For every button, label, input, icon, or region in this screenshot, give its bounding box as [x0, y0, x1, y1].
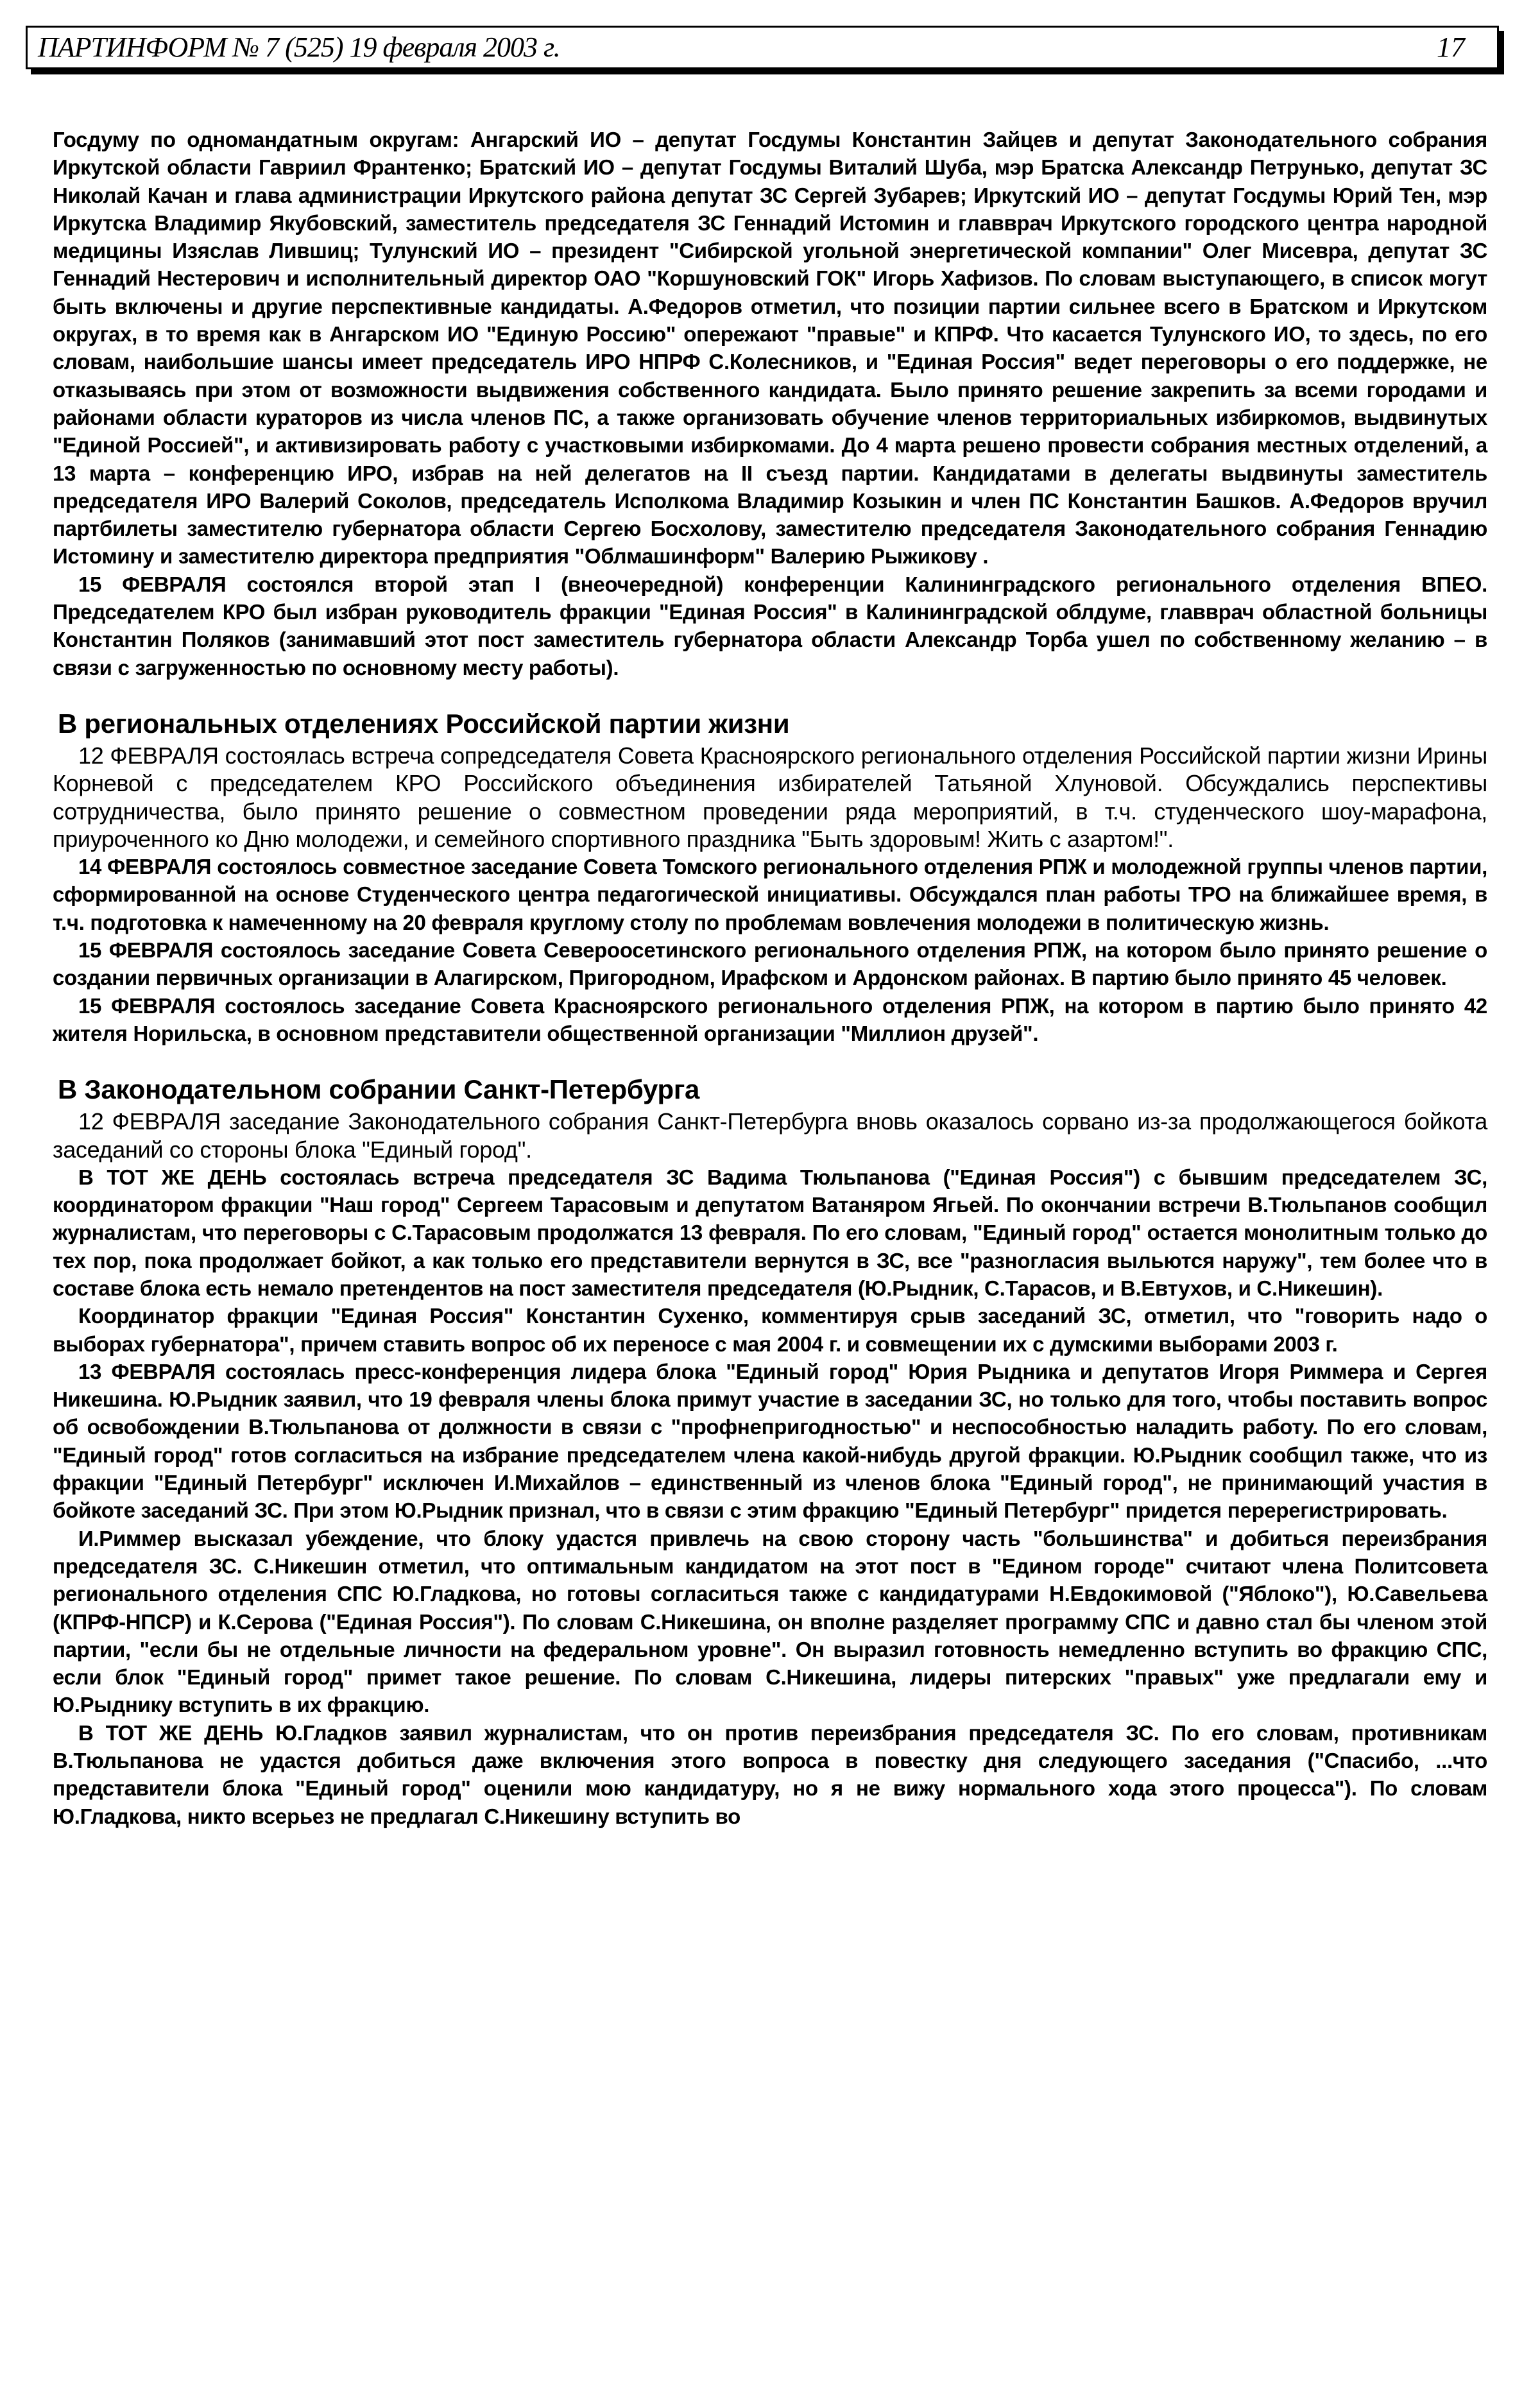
paragraph-text: состоялось заседание Совета Красноярского регионального отделения РПЖ, на котором в партию было принято 42 жителя Норильска, в основном представители общественной организации "Миллион друзей".	[53, 993, 1487, 1045]
section2-paragraph	[53, 1108, 1487, 1163]
date-label: В ТОТ ЖЕ ДЕНЬ	[78, 1165, 267, 1189]
section-heading-spb: В Законодательном собрании Санкт-Петербурга	[58, 1074, 700, 1105]
section-heading-rpzh: В региональных отделениях Российской партии жизни	[58, 708, 790, 739]
date-label: 13 ФЕВРАЛЯ	[78, 1359, 216, 1384]
date-label: 12 ФЕВРАЛЯ	[78, 742, 219, 769]
paragraph-text: И.Риммер высказал убеждение, что блоку удастся привлечь на свою сторону часть "большинства" и добиться переизбрания председателя ЗС. С.Никешин отметил, что оптимальным кандидатом на этот пост в "Едином городе" считают члена Политсовета регионального отделения СПС Ю.Гладкова, но готовы согласиться также с кандидатурами Н.Евдокимовой ("Яблоко"), Ю.Савельева (КПРФ-НПСР) и К.Серова ("Единая Россия"). По словам С.Никешина, он вполне разделяет программу СПС и давно стал бы членом этой партии, "если бы не отдельные личности на федеральном уровне". Он выразил готовность немедленно вступить во фракцию СПС, если блок "Единый город" примет такое решение. По словам С.Никешина, лидеры питерских "правых" уже предлагали ему и Ю.Рыднику вступить в их фракцию.	[53, 1526, 1487, 1717]
section2-paragraph	[53, 1302, 1487, 1358]
section1-paragraph	[53, 936, 1487, 992]
date-label: В ТОТ ЖЕ ДЕНЬ	[78, 1720, 264, 1745]
paragraph-text: состоялась пресс-конференция лидера блока "Единый город" Юрия Рыдника и депутатов Игоря Риммера и Сергея Никешина. Ю.Рыдник заявил, что 19 февраля члены блока примут участие в заседании ЗС, но только для того, чтобы поставить вопрос об освобождении В.Тюльпанова от должности в связи с "профнепригодностью" и неспособностью наладить работу. По его словам, "Единый город" готов согласиться на избрание председателем члена какой-нибудь другой фракции. Ю.Рыдник сообщил также, что из фракции "Единый Петербург" исключен И.Михайлов – единственный из членов блока "Единый город", не принимающий участия в бойкоте заседаний ЗС. При этом Ю.Рыдник признал, что в связи с этим фракцию "Единый Петербург" придется перерегистрировать.	[53, 1359, 1487, 1523]
date-label: 15 ФЕВРАЛЯ	[78, 572, 227, 596]
section2-paragraph	[53, 1358, 1487, 1525]
intro-paragraph-2	[53, 570, 1487, 681]
date-label: 15 ФЕВРАЛЯ	[78, 993, 216, 1018]
publication-title: ПАРТИНФОРМ № 7 (525) 19 февраля 2003 г.	[38, 31, 560, 63]
section1-paragraph	[53, 853, 1487, 936]
paragraph-text: состоялась встреча сопредседателя Совета Красноярского регионального отделения Российской партии жизни Ирины Корневой с председателем КРО Российского объединения избирателей Татьяной Хлуновой. Обсуждались перспективы сотрудничества, было принято решение о совместном проведении ряда мероприятий, в т.ч. студенческого шоу-марафона, приуроченного ко Дню молодежи, и семейного спортивного праздника "Быть здоровым! Жить с азартом!".	[53, 742, 1488, 852]
paragraph-text: состоялось совместное заседание Совета Томского регионального отделения РПЖ и молодежной группы членов партии, сформированной на основе Студенческого центра педагогической инициативы. Обсуждался план работы ТРО на ближайшее время, в т.ч. подготовка к намеченному на 20 февраля круглому столу по проблемам вовлечения молодежи в политическую жизнь.	[53, 855, 1487, 934]
paragraph-text: состоялся второй этап I (внеочередной) конференции Калининградского регионального отделения ВПЕО. Председателем КРО был избран руководитель фракции "Единая Россия" в Калининградской облдуме, главврач областной больницы Константин Поляков (занимавший этот пост заместитель губернатора области Александр Торба ушел по собственному желанию – в связи с загруженностью по основному месту работы).	[53, 572, 1487, 680]
paragraph-text: заседание Законодательного собрания Санкт-Петербурга вновь оказалось сорвано из-за продолжающегося бойкота заседаний со стороны блока "Единый город".	[53, 1108, 1487, 1163]
paragraph-text: Ю.Гладков заявил журналистам, что он против переизбрания председателя ЗС. По его словам, противникам В.Тюльпанова не удастся добиться даже включения этого вопроса в повестку дня следующего заседания ("Спасибо, ...что представители блока "Единый город" оценили мою кандидатуру, но я не вижу нормального хода этого процесса"). По словам Ю.Гладкова, никто всерьез не предлагал С.Никешину вступить во	[53, 1720, 1487, 1828]
section1-paragraph	[53, 992, 1487, 1048]
section1-paragraph	[53, 742, 1487, 853]
section2-paragraph	[53, 1719, 1487, 1830]
section2-paragraph	[53, 1525, 1487, 1719]
section2-paragraph	[53, 1163, 1487, 1302]
date-label: 14 ФЕВРАЛЯ	[78, 855, 212, 879]
page-number: 17	[1437, 31, 1465, 63]
paragraph-text: состоялось заседание Совета Североосетинского регионального отделения РПЖ, на котором было принято решение о создании первичных организации в Алагирском, Пригородном, Ирафском и Ардонском районах. В партию было принято 45 человек.	[53, 938, 1487, 990]
article-body	[53, 126, 1487, 1830]
date-label: 12 ФЕВРАЛЯ	[78, 1108, 221, 1135]
intro-paragraph: Госдуму по одномандатным округам: Ангарский ИО – депутат Госдумы Константин Зайцев и депутат Законодательного собрания Иркутской области Гавриил Франтенко; Братский ИО – депутат Госдумы Виталий Шуба, мэр Братска Александр Петрунько, депутат ЗС Николай Качан и глава администрации Иркутского района депутат ЗС Сергей Зубарев; Иркутский ИО – депутат Госдумы Юрий Тен, мэр Иркутска Владимир Якубовский, заместитель председателя ЗС Геннадий Истомин и главврач Иркутского городского центра народной медицины Изяслав Лившиц; Тулунский ИО – президент "Сибирской угольной энергетической компании" Олег Мисевра, депутат ЗС Геннадий Нестерович и исполнительный директор ОАО "Коршуновский ГОК" Игорь Хафизов. По словам выступающего, в список могут быть включены и другие перспективные кандидаты. А.Федоров отметил, что позиции партии сильнее всего в Братском и Иркутском округах, в то время как в Ангарском ИО "Единую Россию" опережают "правые" и КПРФ. Что касается Тулунского ИО, то здесь, по его словам, наибольшие шансы имеет председатель ИРО НПРФ С.Колесников, и "Единая Россия" ведет переговоры о его поддержке, не отказываясь при этом от возможности выдвижения собственного кандидата. Было принято решение закрепить за всеми городами и районами области кураторов из числа членов ПС, а также организовать обучение членов территориальных избиркомов, выдвинутых "Единой Россией", и активизировать работу с участковыми избиркомами. До 4 марта решено провести собрания местных отделений, а 13 марта – конференцию ИРО, избрав на ней делегатов на II съезд партии. Кандидатами в делегаты выдвинуты заместитель председателя ИРО Валерий Соколов, председатель Исполкома Владимир Козыкин и член ПС Константин Башков. А.Федоров вручил партбилеты заместителю губернатора области Сергею Босхолову, заместителю председателя Законодательного собрания Геннадию Истомину и заместителю директора предприятия "Облмашинформ" Валерию Рыжикову .	[53, 128, 1487, 569]
date-label: 15 ФЕВРАЛЯ	[78, 938, 214, 963]
paragraph-text: состоялась встреча председателя ЗС Вадима Тюльпанова ("Единая Россия") с бывшим председателем ЗС, координатором фракции "Наш город" Сергеем Тарасовым и депутатом Ватаняром Ягьей. По окончании встречи В.Тюльпанов сообщил журналистам, что переговоры с С.Тарасовым продолжатся 13 февраля. По его словам, "Единый город" остается монолитным только до тех пор, пока продолжает бойкот, а как только его представители вернутся в ЗС, все "разногласия выльются наружу", тем более что в составе блока есть немало претендентов на пост заместителя председателя (Ю.Рыдник, С.Тарасов, и В.Евтухов, и С.Никешин).	[53, 1165, 1487, 1300]
paragraph-text: Координатор фракции "Единая Россия" Константин Сухенко, комментируя срыв заседаний ЗС, отметил, что "говорить надо о выборах губернатора", причем ставить вопрос об их переносе с мая 2004 г. и совмещении их с думскими выборами 2003 г.	[53, 1304, 1487, 1356]
page-header	[26, 26, 1499, 69]
